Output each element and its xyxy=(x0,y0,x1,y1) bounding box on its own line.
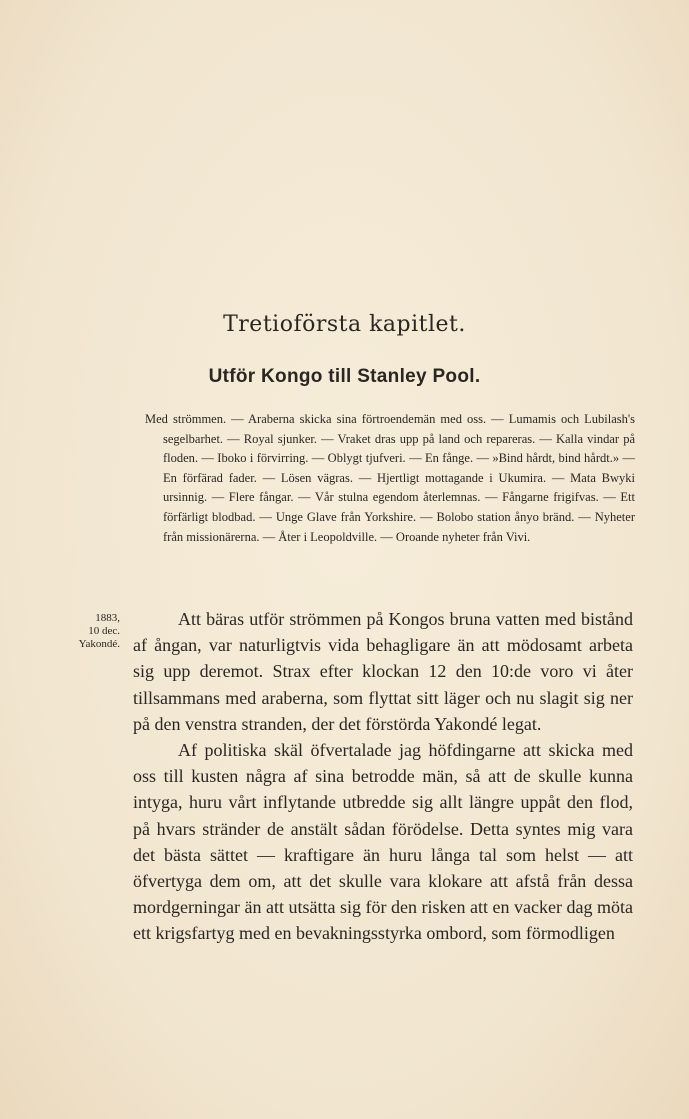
margin-note-date: 10 dec. xyxy=(88,625,120,637)
chapter-subtitle: Utför Kongo till Stanley Pool. xyxy=(208,366,481,387)
paragraph: Af politiska skäl öfvertalade jag höfdingarne att skicka med oss till kusten några af sina betrodde män, så att de skulle kunna intyga, huru vårt inflytande utbredde sig allt längre uppåt den flod, på hvars stränder de anstält sådan förödelse. Detta syntes mig vara det bästa sättet — kraftigare än huru långa tal som helst — att öfvertyga dem om, att det skulle vara klokare att afstå från dessa mordgerningar än att utsätta sig för den risken att en vacker dag möta ett krigsfartyg med en bevakningsstyrka ombord, som förmodligen xyxy=(133,740,633,944)
margin-note-place: Yakondé. xyxy=(78,638,120,650)
margin-note xyxy=(58,612,120,651)
margin-note-year: 1883, xyxy=(95,612,120,624)
paragraph: Att bäras utför strömmen på Kongos bruna vatten med bistånd af ångan, var naturligtvis vida behagligare än att mödosamt arbeta sig upp deremot. Strax efter klockan 12 den 10:de voro vi åter tillsammans med araberna, som flyttat sitt läger och nu slagit sig ner på den venstra stranden, der det förstörda Yakondé legat. xyxy=(133,609,633,734)
chapter-summary: Med strömmen. — Araberna skicka sina förtroendemän med oss. — Lumamis och Lubilash's segelbarhet. — Royal sjunker. — Vraket dras upp på land och repareras. — Kalla vindar på floden. — Iboko i förvirring. — Oblygt tjufveri. — En fånge. — »Bind hårdt, bind hårdt.» — En förfärad fader. — Lösen vägras. — Hjertligt mottagande i Ukumira. — Mata Bwyki ursinnig. — Flere fångar. — Vår stulna egendom återlemnas. — Fångarne frigifvas. — Ett förfärligt blodbad. — Unge Glave från Yorkshire. — Bolobo station ånyo bränd. — Nyheter från missionärerna. — Åter i Leopoldville. — Oroande nyheter från Vivi. xyxy=(145,412,635,544)
body-text xyxy=(133,606,633,947)
chapter-title: Tretioförsta kapitlet. xyxy=(223,312,466,337)
